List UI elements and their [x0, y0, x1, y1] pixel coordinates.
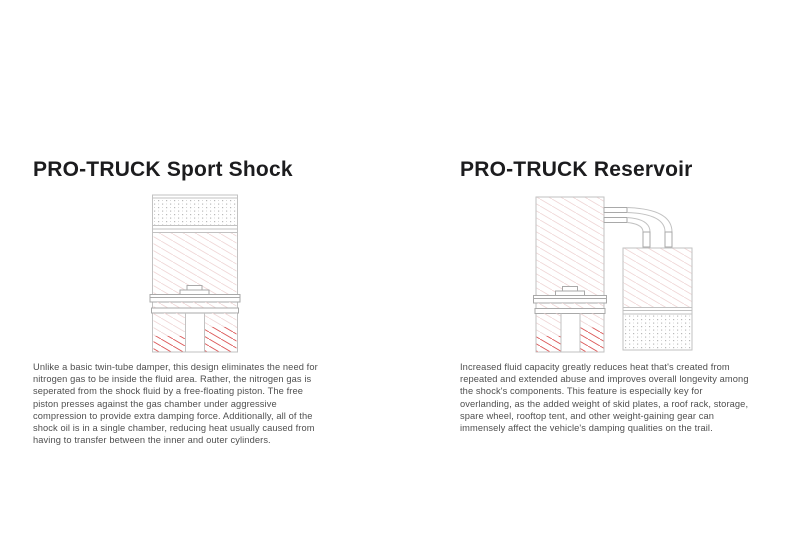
- description-line: Unlike a basic twin-tube damper, this design eliminates the need for: [33, 362, 318, 372]
- reservoir-neck-left: [643, 232, 650, 247]
- nitrogen-gas-chamber: [154, 199, 237, 226]
- piston-head: [150, 295, 240, 303]
- hose-fitting-upper: [604, 208, 627, 213]
- description-line: having to transfer between the inner and outer cylinders.: [33, 435, 271, 446]
- piston-head: [534, 296, 607, 304]
- piston-nut: [187, 286, 202, 291]
- piston-lower-band: [535, 309, 605, 314]
- piston-lower-band: [152, 308, 239, 313]
- piston-cap: [180, 290, 209, 295]
- description-line: nitrogen gas to be inside the fluid area. Rather, the nitrogen gas is: [33, 374, 312, 385]
- reservoir-gas-chamber: [624, 314, 692, 350]
- hose-fitting-lower: [604, 218, 627, 223]
- sport-shock-title: PRO-TRUCK Sport Shock: [33, 158, 293, 181]
- description-line: Increased fluid capacity greatly reduces heat that's created from: [460, 362, 730, 372]
- red-hatch-right: [580, 328, 604, 352]
- description-line: compression to provide extra damping force. Additionally, all of the: [33, 410, 313, 421]
- description-line: shock oil is in a single chamber, reducing heat usually caused from: [33, 422, 315, 433]
- reservoir-description: [460, 361, 800, 434]
- description-line: seperated from the shock fluid by a free-floating piston. The free: [33, 386, 303, 397]
- reservoir-fluid: [624, 249, 692, 308]
- red-hatch-left: [154, 336, 186, 352]
- fluid-strip: [537, 303, 604, 309]
- reservoir-title: PRO-TRUCK Reservoir: [460, 158, 693, 181]
- reservoir-neck-right: [665, 232, 672, 247]
- piston-cap: [556, 291, 585, 296]
- red-hatch-right: [205, 327, 237, 352]
- hose-wall-2: [627, 213, 665, 233]
- piston-nut: [563, 287, 578, 292]
- sport-shock-diagram: [149, 192, 241, 354]
- sport-shock-description: [33, 361, 373, 446]
- description-line: the shock's components. This feature is especially key for: [460, 386, 703, 397]
- fluid-strip: [154, 302, 237, 308]
- description-line: overlanding, as the added weight of skid plates, a roof rack, storage,: [460, 398, 749, 409]
- fluid-chamber: [537, 198, 604, 296]
- reservoir-diagram: [528, 192, 700, 354]
- red-hatch-left: [537, 336, 562, 352]
- description-line: repeated and extended abuse and improves overall longevity among: [460, 374, 749, 385]
- hose-inner-wall: [627, 223, 643, 233]
- description-line: spare wheel, rooftop tent, and other weight-gaining gear can: [460, 410, 715, 421]
- description-line: immensely affect the vehicle's damping qualities on the trail.: [460, 422, 713, 433]
- description-line: piston presses against the gas chamber under aggressive: [33, 398, 277, 409]
- hose-wall-3: [627, 218, 650, 233]
